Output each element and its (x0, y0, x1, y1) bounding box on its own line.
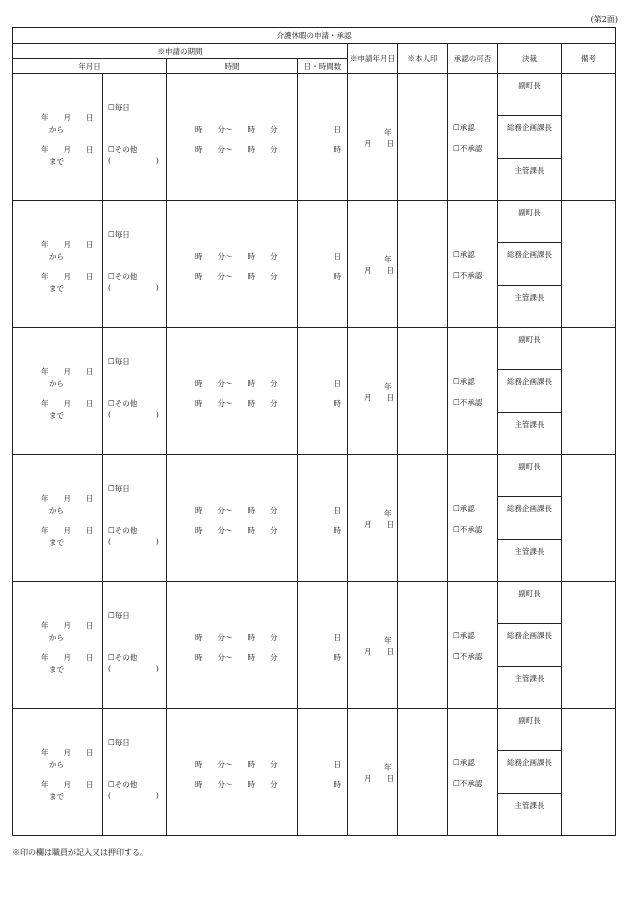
days-hours-cell[interactable] (298, 201, 348, 328)
application-date-cell[interactable] (348, 455, 398, 582)
approver-general-affairs[interactable]: 総務企画課長 (498, 243, 561, 285)
other-detail: ( ) (108, 791, 159, 800)
day-unit: 日 (333, 125, 341, 134)
decision-cell (498, 74, 562, 201)
from-label: から (49, 506, 64, 515)
application-row (13, 74, 616, 201)
application-row (13, 201, 616, 328)
frequency-cell[interactable] (103, 201, 167, 328)
approve-checkbox[interactable]: ☐承認 (453, 631, 475, 640)
start-date: 年 月 日 (41, 748, 94, 757)
hour-unit: 時 (333, 272, 341, 281)
disapprove-checkbox[interactable]: ☐不承認 (453, 779, 483, 788)
start-date: 年 月 日 (41, 113, 94, 122)
time-line-1: 時 分～ 時 分 (195, 125, 278, 134)
time-line-1: 時 分～ 時 分 (195, 379, 278, 388)
app-month-day: 月 日 (364, 393, 394, 402)
frequency-cell[interactable] (103, 709, 167, 836)
application-date-cell[interactable] (348, 74, 398, 201)
time-line-1: 時 分～ 時 分 (195, 252, 278, 261)
time-cell[interactable] (167, 74, 298, 201)
decision-cell (498, 455, 562, 582)
application-row (13, 455, 616, 582)
remarks-cell[interactable] (562, 74, 616, 201)
page-number: (第2面) (590, 15, 618, 24)
approver-section-chief[interactable]: 主管課長 (514, 165, 545, 175)
until-label: まで (49, 792, 64, 801)
app-month-day: 月 日 (364, 139, 394, 148)
other-detail: ( ) (108, 283, 159, 292)
date-range-cell[interactable] (13, 709, 103, 836)
approver-deputy-mayor[interactable]: 副町長 (498, 582, 561, 624)
app-year: 年 (384, 255, 392, 264)
from-label: から (49, 125, 64, 134)
until-label: まで (49, 284, 64, 293)
approval-cell[interactable] (448, 582, 498, 709)
end-date: 年 月 日 (41, 272, 94, 281)
seal-cell[interactable] (398, 201, 448, 328)
seal-cell[interactable] (398, 328, 448, 455)
other-checkbox[interactable]: ☐その他 (108, 272, 138, 281)
end-date: 年 月 日 (41, 780, 94, 789)
disapprove-checkbox[interactable]: ☐不承認 (453, 652, 483, 661)
disapprove-checkbox[interactable]: ☐不承認 (453, 271, 483, 280)
application-row (13, 328, 616, 455)
approve-checkbox[interactable]: ☐承認 (453, 250, 475, 259)
app-month-day: 月 日 (364, 520, 394, 529)
frequency-cell[interactable] (103, 455, 167, 582)
seal-cell[interactable] (398, 709, 448, 836)
approver-general-affairs[interactable]: 総務企画課長 (498, 116, 561, 158)
time-line-1: 時 分～ 時 分 (195, 760, 278, 769)
time-line-2: 時 分～ 時 分 (195, 145, 278, 154)
until-label: まで (49, 411, 64, 420)
days-hours-cell[interactable] (298, 328, 348, 455)
approve-checkbox[interactable]: ☐承認 (453, 504, 475, 513)
start-date: 年 月 日 (41, 621, 94, 630)
app-year: 年 (384, 763, 392, 772)
frequency-cell[interactable] (103, 582, 167, 709)
remarks-cell[interactable] (562, 709, 616, 836)
date-range-cell[interactable] (13, 455, 103, 582)
seal-cell[interactable] (398, 455, 448, 582)
from-label: から (49, 633, 64, 642)
approver-deputy-mayor[interactable]: 副町長 (498, 455, 561, 497)
date-header: 年月日 (13, 59, 167, 74)
time-line-2: 時 分～ 時 分 (195, 272, 278, 281)
approver-deputy-mayor[interactable]: 副町長 (498, 328, 561, 370)
approver-section-chief[interactable]: 主管課長 (514, 546, 545, 556)
hour-unit: 時 (333, 653, 341, 662)
day-unit: 日 (333, 252, 341, 261)
form-title: 介護休暇の申請・承認 (13, 28, 616, 44)
time-line-2: 時 分～ 時 分 (195, 780, 278, 789)
time-header: 時間 (167, 59, 298, 74)
application-date-header: ※申請年月日 (348, 44, 398, 74)
until-label: まで (49, 157, 64, 166)
app-year: 年 (384, 128, 392, 137)
approve-checkbox[interactable]: ☐承認 (453, 758, 475, 767)
from-label: から (49, 760, 64, 769)
days-hours-cell[interactable] (298, 455, 348, 582)
approval-cell[interactable] (448, 709, 498, 836)
remarks-cell[interactable] (562, 201, 616, 328)
leave-application-table (12, 27, 616, 836)
day-unit: 日 (333, 506, 341, 515)
until-label: まで (49, 665, 64, 674)
remarks-header: 備考 (562, 44, 616, 74)
start-date: 年 月 日 (41, 367, 94, 376)
decision-cell (498, 328, 562, 455)
until-label: まで (49, 538, 64, 547)
from-label: から (49, 379, 64, 388)
approval-cell[interactable] (448, 201, 498, 328)
other-detail: ( ) (108, 410, 159, 419)
approve-checkbox[interactable]: ☐承認 (453, 377, 475, 386)
approver-section-chief[interactable]: 主管課長 (514, 673, 545, 683)
approve-checkbox[interactable]: ☐承認 (453, 123, 475, 132)
decision-header: 決裁 (498, 44, 562, 74)
time-cell[interactable] (167, 709, 298, 836)
disapprove-checkbox[interactable]: ☐不承認 (453, 525, 483, 534)
approval-cell[interactable] (448, 455, 498, 582)
time-line-1: 時 分～ 時 分 (195, 633, 278, 642)
hour-unit: 時 (333, 780, 341, 789)
time-cell[interactable] (167, 328, 298, 455)
time-cell[interactable] (167, 201, 298, 328)
time-line-2: 時 分～ 時 分 (195, 399, 278, 408)
remarks-cell[interactable] (562, 328, 616, 455)
approver-general-affairs[interactable]: 総務企画課長 (498, 624, 561, 666)
end-date: 年 月 日 (41, 526, 94, 535)
remarks-cell[interactable] (562, 582, 616, 709)
days-hours-cell[interactable] (298, 74, 348, 201)
seal-cell[interactable] (398, 74, 448, 201)
frequency-cell[interactable] (103, 74, 167, 201)
date-range-cell[interactable] (13, 74, 103, 201)
other-detail: ( ) (108, 537, 159, 546)
approval-cell[interactable] (448, 74, 498, 201)
approver-deputy-mayor[interactable]: 副町長 (498, 74, 561, 116)
every-day-checkbox[interactable]: ☐毎日 (108, 484, 130, 493)
application-date-cell[interactable] (348, 582, 398, 709)
seal-header: ※本人印 (398, 44, 448, 74)
time-line-2: 時 分～ 時 分 (195, 653, 278, 662)
decision-cell (498, 201, 562, 328)
other-checkbox[interactable]: ☐その他 (108, 653, 138, 662)
approver-general-affairs[interactable]: 総務企画課長 (498, 497, 561, 539)
day-unit: 日 (333, 633, 341, 642)
date-range-cell[interactable] (13, 201, 103, 328)
date-range-cell[interactable] (13, 582, 103, 709)
decision-cell (498, 709, 562, 836)
approval-cell[interactable] (448, 328, 498, 455)
application-date-cell[interactable] (348, 201, 398, 328)
time-line-2: 時 分～ 時 分 (195, 526, 278, 535)
app-year: 年 (384, 636, 392, 645)
from-label: から (49, 252, 64, 261)
day-unit: 日 (333, 379, 341, 388)
application-date-cell[interactable] (348, 709, 398, 836)
approver-general-affairs[interactable]: 総務企画課長 (498, 751, 561, 793)
app-month-day: 月 日 (364, 774, 394, 783)
other-detail: ( ) (108, 156, 159, 165)
remarks-cell[interactable] (562, 455, 616, 582)
period-header: ※申請の期間 (13, 44, 348, 59)
every-day-checkbox[interactable]: ☐毎日 (108, 103, 130, 112)
start-date: 年 月 日 (41, 494, 94, 503)
every-day-checkbox[interactable]: ☐毎日 (108, 611, 130, 620)
application-row (13, 709, 616, 836)
time-line-1: 時 分～ 時 分 (195, 506, 278, 515)
frequency-cell[interactable] (103, 328, 167, 455)
disapprove-checkbox[interactable]: ☐不承認 (453, 144, 483, 153)
application-date-cell[interactable] (348, 328, 398, 455)
date-range-cell[interactable] (13, 328, 103, 455)
hour-unit: 時 (333, 399, 341, 408)
hour-unit: 時 (333, 526, 341, 535)
days-hours-cell[interactable] (298, 582, 348, 709)
approval-header: 承認の可否 (448, 44, 498, 74)
approver-deputy-mayor[interactable]: 副町長 (498, 201, 561, 243)
approver-section-chief[interactable]: 主管課長 (514, 419, 545, 429)
every-day-checkbox[interactable]: ☐毎日 (108, 230, 130, 239)
disapprove-checkbox[interactable]: ☐不承認 (453, 398, 483, 407)
approver-section-chief[interactable]: 主管課長 (514, 292, 545, 302)
day-unit: 日 (333, 760, 341, 769)
end-date: 年 月 日 (41, 145, 94, 154)
app-year: 年 (384, 509, 392, 518)
other-checkbox[interactable]: ☐その他 (108, 526, 138, 535)
time-cell[interactable] (167, 455, 298, 582)
every-day-checkbox[interactable]: ☐毎日 (108, 738, 130, 747)
days-hours-header: 日・時間数 (298, 59, 348, 74)
approver-general-affairs[interactable]: 総務企画課長 (498, 370, 561, 412)
end-date: 年 月 日 (41, 399, 94, 408)
hour-unit: 時 (333, 145, 341, 154)
footnote: ※印の欄は職員が記入又は押印する。 (12, 848, 148, 857)
other-checkbox[interactable]: ☐その他 (108, 145, 138, 154)
other-checkbox[interactable]: ☐その他 (108, 399, 138, 408)
approver-section-chief[interactable]: 主管課長 (514, 800, 545, 810)
approver-deputy-mayor[interactable]: 副町長 (498, 709, 561, 751)
days-hours-cell[interactable] (298, 709, 348, 836)
app-year: 年 (384, 382, 392, 391)
app-month-day: 月 日 (364, 647, 394, 656)
time-cell[interactable] (167, 582, 298, 709)
other-checkbox[interactable]: ☐その他 (108, 780, 138, 789)
other-detail: ( ) (108, 664, 159, 673)
decision-cell (498, 582, 562, 709)
application-row (13, 582, 616, 709)
seal-cell[interactable] (398, 582, 448, 709)
every-day-checkbox[interactable]: ☐毎日 (108, 357, 130, 366)
start-date: 年 月 日 (41, 240, 94, 249)
app-month-day: 月 日 (364, 266, 394, 275)
end-date: 年 月 日 (41, 653, 94, 662)
